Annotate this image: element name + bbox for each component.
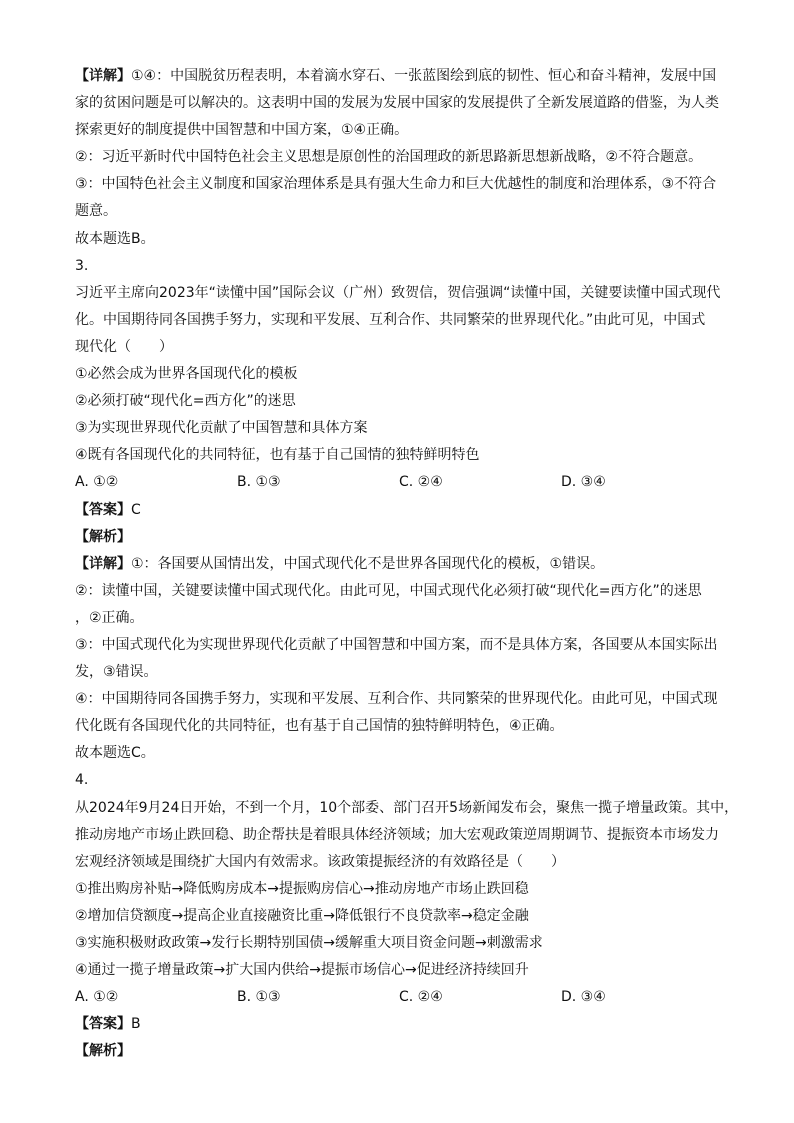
text-line [75, 1011, 725, 1038]
document-page [75, 63, 739, 1065]
text-line [75, 849, 725, 876]
line-text: ④：中国期待同各国携手努力，实现和平发展、互利合作、共同繁荣的世界现代化。由此可见，中国式现 [75, 691, 718, 708]
answer-options [75, 984, 725, 1011]
answer-options [75, 469, 725, 496]
line-text: 推动房地产市场止跌回稳、助企帮扶是着眼具体经济领域；加大宏观政策逆周期调节、提振资本市场发力 [75, 826, 719, 843]
answer-option: C. ②④ [399, 474, 443, 491]
text-line [75, 795, 739, 822]
text-line [75, 415, 725, 442]
line-text: ，②正确。 [75, 609, 144, 626]
section-tag: 【详解】 [75, 555, 131, 572]
answer-option: B. ①③ [237, 474, 281, 491]
text-line [75, 388, 725, 415]
answer-option: B. ①③ [237, 989, 281, 1006]
text-line [75, 334, 725, 361]
line-text: 家的贫困问题是可以解决的。这表明中国的发展为发展中国家的发展提供了全新发展道路的借鉴，为人类 [75, 95, 719, 112]
answer-option: A. ①② [75, 989, 119, 1006]
text-line [75, 578, 725, 605]
text-line [75, 822, 725, 849]
line-text: 宏观经济领域是围绕扩大国内有效需求。该政策提振经济的有效路径是（ ） [75, 853, 565, 870]
line-text: 故本题选B。 [75, 230, 155, 247]
line-text: ②：习近平新时代中国特色社会主义思想是原创性的治国理政的新思路新思想新战略，②不符合题意。 [75, 149, 703, 166]
line-text: ③：中国式现代化为实现世界现代化贡献了中国智慧和中国方案，而不是具体方案，各国要从本国实际出 [75, 636, 718, 653]
line-text: ②增加信贷额度→提高企业直接融资比重→降低银行不良贷款率→稳定金融 [75, 907, 529, 924]
line-text: 4. [75, 772, 89, 789]
text-line [75, 307, 725, 334]
line-text: 3. [75, 257, 89, 274]
section-tag: 【详解】 [75, 68, 131, 84]
line-text: 题意。 [75, 203, 117, 220]
line-text: ①④：中国脱贫历程表明，本着滴水穿石、一张蓝图绘到底的韧性、恒心和奋斗精神，发展中国 [131, 68, 717, 84]
text-line [75, 686, 725, 713]
line-text: ③为实现世界现代化贡献了中国智慧和具体方案 [75, 420, 368, 437]
line-text: 化。中国期待同各国携手努力，实现和平发展、互利合作、共同繁荣的世界现代化。”由此可见，中国式 [75, 311, 706, 328]
line-text: ③：中国特色社会主义制度和国家治理体系是具有强大生命力和巨大优越性的制度和治理体系，③不符合 [75, 176, 717, 193]
text-line [75, 740, 725, 767]
text-line [75, 605, 725, 632]
text-line [75, 280, 725, 307]
text-line [75, 1038, 725, 1065]
text-line [75, 767, 725, 794]
text-line [75, 957, 725, 984]
text-line [75, 876, 725, 903]
text-line [75, 226, 725, 253]
text-line [75, 632, 725, 659]
text-line [75, 442, 725, 469]
line-text: ①必然会成为世界各国现代化的模板 [75, 366, 298, 383]
line-text: ④通过一揽子增量政策→扩大国内供给→提振市场信心→促进经济持续回升 [75, 962, 529, 979]
answer-option: A. ①② [75, 474, 119, 491]
answer-option: D. ③④ [561, 474, 606, 491]
answer-option: D. ③④ [561, 989, 606, 1006]
line-text: 故本题选C。 [75, 745, 155, 762]
line-text: B [131, 1016, 141, 1033]
text-line [75, 198, 725, 225]
text-line [75, 659, 725, 686]
section-tag: 【答案】 [75, 1016, 131, 1033]
text-line [75, 713, 725, 740]
line-text: ③实施积极财政政策→发行长期特别国债→缓解重大项目资金问题→刺激需求 [75, 935, 543, 951]
section-tag: 【解析】 [75, 528, 131, 545]
text-line [75, 524, 725, 551]
section-tag: 【解析】 [75, 1043, 131, 1060]
line-text: 探索更好的制度提供中国智慧和中国方案，①④正确。 [75, 122, 409, 139]
text-line [75, 63, 725, 90]
text-line [75, 497, 725, 524]
text-line [75, 361, 725, 388]
line-text: ①：各国要从国情出发，中国式现代化不是世界各国现代化的模板，①错误。 [131, 555, 605, 572]
answer-option: C. ②④ [399, 989, 443, 1006]
text-line [75, 253, 725, 280]
text-line [75, 117, 725, 144]
text-line [75, 144, 725, 171]
text-line [75, 551, 725, 578]
line-text: ①推出购房补贴→降低购房成本→提振购房信心→推动房地产市场止跌回稳 [75, 880, 529, 897]
line-text: ④既有各国现代化的共同特征，也有基于自己国情的独特鲜明特色 [75, 447, 480, 464]
text-line [75, 90, 725, 117]
line-text: 现代化（ ） [75, 338, 173, 355]
section-tag: 【答案】 [75, 501, 131, 518]
line-text: 习近平主席向2023年“读懂中国”国际会议（广州）致贺信，贺信强调“读懂中国，关键要读懂中国式现代 [75, 284, 721, 301]
line-text: C [131, 501, 141, 518]
line-text: ②：读懂中国，关键要读懂中国式现代化。由此可见，中国式现代化必须打破“现代化=西方化”的迷思 [75, 582, 702, 599]
text-line [75, 903, 725, 930]
line-text: 从2024年9月24日开始，不到一个月，10个部委、部门召开5场新闻发布会，聚焦一揽子增量政策。其中， [75, 799, 739, 816]
line-text: 代化既有各国现代化的共同特征，也有基于自己国情的独特鲜明特色，④正确。 [75, 718, 564, 735]
line-text: 发，③错误。 [75, 664, 158, 681]
line-text: ②必须打破“现代化=西方化”的迷思 [75, 393, 296, 410]
text-line [75, 930, 725, 957]
text-line [75, 171, 725, 198]
